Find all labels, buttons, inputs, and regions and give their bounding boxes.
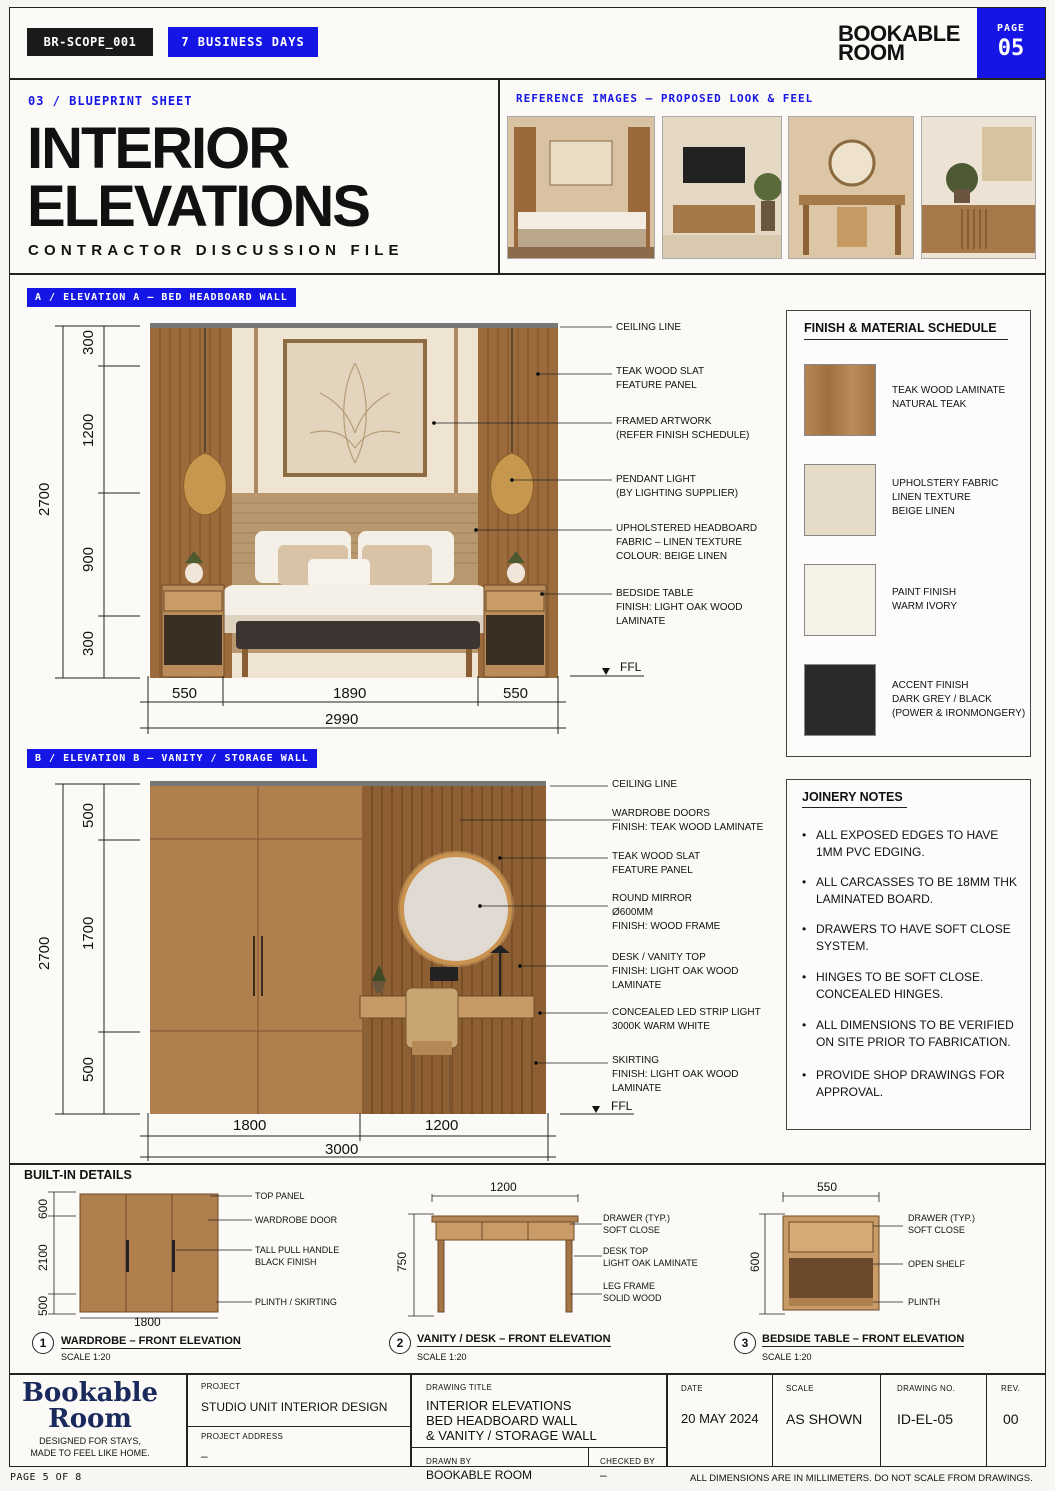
vanity-detail-drawing <box>398 1194 608 1322</box>
footer-tagline: DESIGNED FOR STAYS, MADE TO FEEL LIKE HOME. <box>30 1436 150 1458</box>
vanity-callout-desk-top: DESK TOP LIGHT OAK LAMINATE <box>603 1246 698 1268</box>
sheet-label: 03 / BLUEPRINT SHEET <box>28 94 193 108</box>
reference-image-sideboard <box>921 116 1036 259</box>
elevation-b-leaders <box>420 778 620 1078</box>
wardrobe-callout-plinth: PLINTH / SKIRTING <box>255 1297 337 1307</box>
brand-line1: BOOKABLE <box>838 21 960 46</box>
title-line1: INTERIOR <box>27 116 289 181</box>
project-label: PROJECT <box>201 1382 241 1391</box>
page-subtitle: CONTRACTOR DISCUSSION FILE <box>28 242 404 259</box>
scope-code-badge: BR-SCOPE_001 <box>27 28 153 56</box>
callout-headboard: UPHOLSTERED HEADBOARD FABRIC – LINEN TEXTURE COLOUR: BEIGE LINEN <box>616 523 758 562</box>
page-label: PAGE <box>996 23 1026 34</box>
joinery-notes-title: JOINERY NOTES <box>802 790 907 808</box>
scale-label: SCALE <box>786 1384 814 1393</box>
callout-framed-artwork: FRAMED ARTWORK (REFER FINISH SCHEDULE) <box>616 416 750 441</box>
callout-bedside-table: BEDSIDE TABLE FINISH: LIGHT OAK WOOD LAMINATE <box>616 588 743 627</box>
wardrobe-dim-2100: 2100 <box>36 1244 50 1271</box>
joinery-note-2: • ALL CARCASSES TO BE 18MM THK LAMINATED BOARD. <box>816 874 1017 908</box>
vanity-callout-leg-frame: LEG FRAME SOLID WOOD <box>603 1281 662 1303</box>
drawing-no-label: DRAWING NO. <box>897 1384 956 1393</box>
callout-ceiling-line-a: CEILING LINE <box>616 322 682 333</box>
elevation-a-height-1: 300 <box>80 329 97 355</box>
reference-image-tv-wall <box>662 116 782 259</box>
callout-skirting: SKIRTING FINISH: LIGHT OAK WOOD LAMINATE <box>612 1055 739 1094</box>
elevation-a-total-height: 2700 <box>36 482 53 516</box>
bedside-height: 600 <box>748 1251 762 1272</box>
rev-label: REV. <box>1001 1384 1021 1393</box>
bedside-detail-drawing <box>755 1192 905 1322</box>
callout-led-strip: CONCEALED LED STRIP LIGHT 3000K WARM WHITE <box>612 1007 761 1032</box>
elevation-a-height-4: 300 <box>80 630 97 656</box>
wardrobe-callout-door: WARDROBE DOOR <box>255 1215 338 1225</box>
swatch-linen <box>804 464 876 536</box>
drawing-title-value: INTERIOR ELEVATIONS BED HEADBOARD WALL & VANITY / STORAGE WALL <box>426 1398 597 1443</box>
footer-logo-line1: Bookable <box>21 1378 159 1408</box>
elevation-b-height-2: 1700 <box>80 916 97 950</box>
finish-schedule-title: FINISH & MATERIAL SCHEDULE <box>804 321 1008 340</box>
bedside-callout-shelf: OPEN SHELF <box>908 1259 966 1269</box>
elevation-b-ffl-label: FFL <box>611 1099 633 1113</box>
swatch-teak <box>804 364 876 436</box>
rev-value: 00 <box>1003 1411 1019 1427</box>
elevation-a-width-2: 1890 <box>333 685 367 702</box>
page-title <box>27 116 369 239</box>
wardrobe-dim-600: 600 <box>36 1198 50 1219</box>
bedside-callout-drawer: DRAWER (TYP.) SOFT CLOSE <box>908 1213 976 1235</box>
callout-wardrobe-doors: WARDROBE DOORS FINISH: TEAK WOOD LAMINATE <box>612 808 764 833</box>
project-address-label: PROJECT ADDRESS <box>201 1432 284 1441</box>
bedside-detail-scale: SCALE 1:20 <box>762 1352 812 1362</box>
built-in-title: BUILT-IN DETAILS <box>24 1168 132 1182</box>
finish-label-teak: TEAK WOOD LAMINATE NATURAL TEAK <box>892 385 1006 410</box>
scale-value: AS SHOWN <box>786 1411 863 1427</box>
elevation-b-height-3: 500 <box>80 1056 97 1082</box>
callout-ceiling-line-b: CEILING LINE <box>612 779 678 790</box>
brand-line2: ROOM <box>838 40 905 65</box>
brand-wordmark <box>838 21 960 65</box>
finish-label-ivory: PAINT FINISH WARM IVORY <box>892 587 958 612</box>
reference-image-vanity <box>788 116 914 259</box>
elevation-a-total-width: 2990 <box>325 711 359 728</box>
page-number: 05 <box>997 36 1025 61</box>
footer-logo <box>20 1380 160 1432</box>
dimension-disclaimer: ALL DIMENSIONS ARE IN MILLIMETERS. DO NOT SCALE FROM DRAWINGS. <box>690 1473 1033 1484</box>
finish-label-dark-grey: ACCENT FINISH DARK GREY / BLACK (POWER & IRONMONGERY) <box>892 680 1026 719</box>
title-line2: ELEVATIONS <box>27 174 369 239</box>
joinery-note-6: • PROVIDE SHOP DRAWINGS FOR APPROVAL. <box>816 1067 1005 1101</box>
callout-teak-slat-a: TEAK WOOD SLAT FEATURE PANEL <box>616 366 705 391</box>
footer-logo-line2: Room <box>48 1404 132 1434</box>
elevation-b-height-1: 500 <box>80 802 97 828</box>
vanity-callout-drawer: DRAWER (TYP.) SOFT CLOSE <box>603 1213 671 1235</box>
detail-number-3: 3 <box>734 1332 756 1354</box>
elevation-a-width-3: 550 <box>503 685 529 702</box>
drawing-title-label: DRAWING TITLE <box>426 1383 493 1392</box>
duration-badge: 7 BUSINESS DAYS <box>168 27 318 57</box>
date-label: DATE <box>681 1384 703 1393</box>
wardrobe-detail-drawing <box>30 1188 260 1328</box>
joinery-note-3: • DRAWERS TO HAVE SOFT CLOSE SYSTEM. <box>816 921 1011 955</box>
elevation-a-height-2: 1200 <box>80 413 97 447</box>
wardrobe-callout-handle: TALL PULL HANDLE BLACK FINISH <box>255 1245 340 1267</box>
vanity-detail-title: VANITY / DESK – FRONT ELEVATION <box>417 1333 611 1345</box>
elevation-b-total-width: 3000 <box>325 1141 359 1158</box>
page-count: PAGE 5 OF 8 <box>10 1472 82 1483</box>
drawing-no-value: ID-EL-05 <box>897 1411 954 1427</box>
joinery-note-4: • HINGES TO BE SOFT CLOSE. CONCEALED HINGES. <box>816 969 983 1003</box>
checked-by-value: – <box>600 1468 607 1482</box>
callout-round-mirror: ROUND MIRROR Ø600MM FINISH: WOOD FRAME <box>612 893 721 932</box>
reference-image-bedroom <box>507 116 655 259</box>
elevation-b-width-2: 1200 <box>425 1117 459 1134</box>
reference-label: REFERENCE IMAGES – PROPOSED LOOK & FEEL <box>516 92 814 105</box>
elevation-a-leaders <box>420 318 620 638</box>
wardrobe-detail-title: WARDROBE – FRONT ELEVATION <box>61 1335 241 1347</box>
vanity-detail-scale: SCALE 1:20 <box>417 1352 467 1362</box>
elevation-a-tag: A / ELEVATION A – BED HEADBOARD WALL <box>27 288 296 307</box>
elevation-b-tag: B / ELEVATION B – VANITY / STORAGE WALL <box>27 749 317 768</box>
wardrobe-dim-500: 500 <box>36 1295 50 1316</box>
elevation-a-width-1: 550 <box>172 685 198 702</box>
drawn-by-value: BOOKABLE ROOM <box>426 1468 533 1482</box>
checked-by-label: CHECKED BY <box>600 1457 656 1466</box>
elevation-b-total-height: 2700 <box>36 936 53 970</box>
swatch-dark-grey <box>804 664 876 736</box>
detail-number-2: 2 <box>389 1332 411 1354</box>
project-value: STUDIO UNIT INTERIOR DESIGN <box>201 1400 388 1414</box>
elevation-a-height-3: 900 <box>80 546 97 572</box>
vanity-width: 1200 <box>490 1180 517 1194</box>
page-number-block <box>977 8 1045 78</box>
project-address-value: – <box>201 1449 208 1463</box>
swatch-ivory <box>804 564 876 636</box>
bedside-width: 550 <box>817 1180 838 1194</box>
date-value: 20 MAY 2024 <box>681 1411 759 1426</box>
wardrobe-width: 1800 <box>134 1315 161 1329</box>
joinery-note-5: • ALL DIMENSIONS TO BE VERIFIED ON SITE PRIOR TO FABRICATION. <box>816 1017 1014 1051</box>
bedside-detail-title: BEDSIDE TABLE – FRONT ELEVATION <box>762 1333 965 1345</box>
drawn-by-label: DRAWN BY <box>426 1457 472 1466</box>
callout-teak-slat-b: TEAK WOOD SLAT FEATURE PANEL <box>612 851 701 876</box>
elevation-b-width-1: 1800 <box>233 1117 267 1134</box>
callout-pendant-light: PENDANT LIGHT (BY LIGHTING SUPPLIER) <box>616 474 739 499</box>
wardrobe-detail-scale: SCALE 1:20 <box>61 1352 111 1362</box>
joinery-note-1: • ALL EXPOSED EDGES TO HAVE 1MM PVC EDGING. <box>816 827 998 861</box>
wardrobe-callout-top-panel: TOP PANEL <box>255 1191 305 1201</box>
detail-number-1: 1 <box>32 1332 54 1354</box>
finish-label-linen: UPHOLSTERY FABRIC LINEN TEXTURE BEIGE LINEN <box>892 478 999 517</box>
elevation-a-ffl-label: FFL <box>620 660 642 674</box>
bedside-callout-plinth: PLINTH <box>908 1297 941 1307</box>
vanity-height: 750 <box>395 1251 409 1272</box>
callout-desk-top: DESK / VANITY TOP FINISH: LIGHT OAK WOOD LAMINATE <box>612 952 739 991</box>
